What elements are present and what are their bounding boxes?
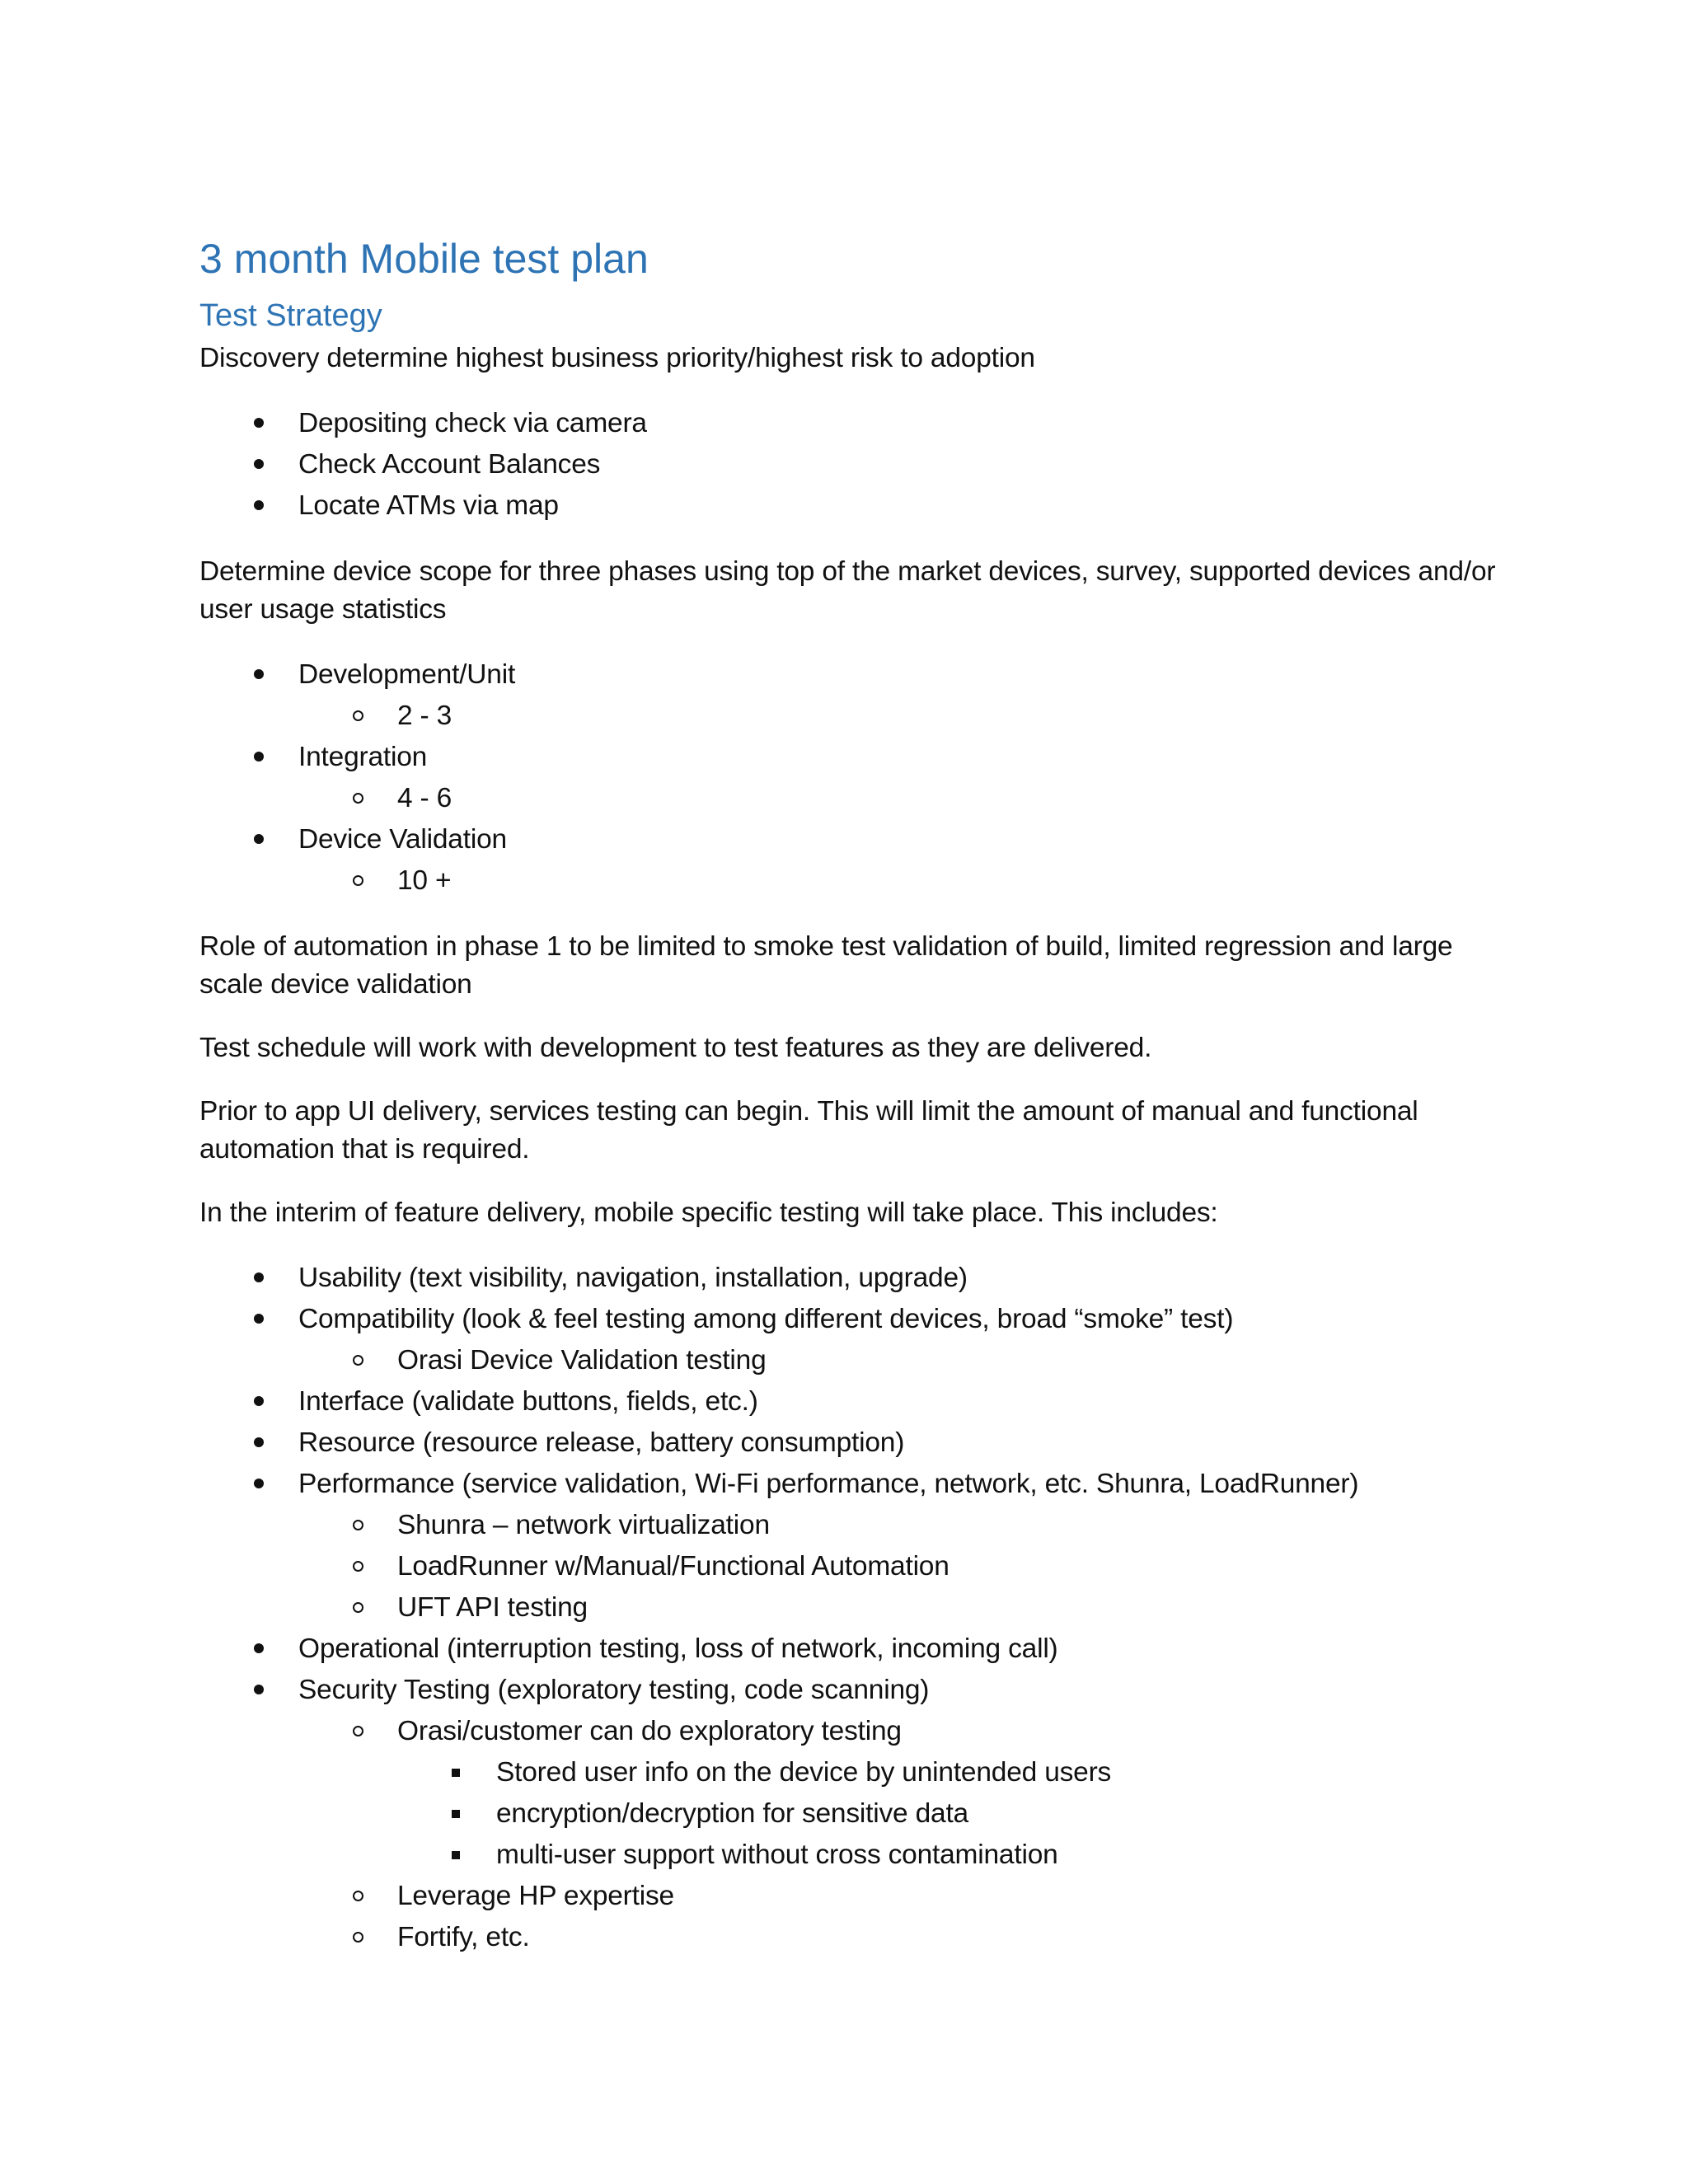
list-item: Stored user info on the device by unintended users <box>199 1752 1507 1793</box>
paragraph-discovery: Discovery determine highest business priority/highest risk to adoption <box>199 343 1035 373</box>
bullet-icon <box>251 485 298 527</box>
bullet-icon <box>251 1258 298 1299</box>
bullet-icon <box>251 444 298 485</box>
paragraph-automation-role: Role of automation in phase 1 to be limited to smoke test validation of build, limited regression and large scale device validation <box>199 931 1453 1000</box>
circle-bullet-icon <box>349 1546 397 1587</box>
circle-bullet-icon <box>349 1340 397 1381</box>
list-item: Check Account Balances <box>199 444 1507 485</box>
phase-list <box>199 654 1507 902</box>
priority-list <box>199 403 1507 527</box>
square-bullet-icon <box>448 1793 496 1835</box>
bullet-icon <box>251 1299 298 1340</box>
list-item: LoadRunner w/Manual/Functional Automation <box>199 1546 1507 1587</box>
list-item: Depositing check via camera <box>199 403 1507 444</box>
list-item: Device Validation <box>199 819 1507 860</box>
list-item: 10 + <box>199 860 1507 902</box>
list-item: Fortify, etc. <box>199 1917 1507 1958</box>
paragraph-interim-testing: In the interim of feature delivery, mobile specific testing will take place. This includes: <box>199 1197 1218 1228</box>
list-item: UFT API testing <box>199 1587 1507 1629</box>
bullet-icon <box>251 1670 298 1711</box>
list-item: Compatibility (look & feel testing among different devices, broad “smoke” test) <box>199 1299 1507 1340</box>
paragraph-services-testing: Prior to app UI delivery, services testing can begin. This will limit the amount of manual and functional automation that is required. <box>199 1096 1418 1165</box>
circle-bullet-icon <box>349 1587 397 1629</box>
bullet-icon <box>251 1422 298 1464</box>
square-bullet-icon <box>448 1752 496 1793</box>
bullet-icon <box>251 654 298 696</box>
list-item: Security Testing (exploratory testing, code scanning) <box>199 1670 1507 1711</box>
list-item: Usability (text visibility, navigation, installation, upgrade) <box>199 1258 1507 1299</box>
list-item: Development/Unit <box>199 654 1507 696</box>
bullet-icon <box>251 1464 298 1505</box>
list-item: 4 - 6 <box>199 778 1507 819</box>
list-item: multi-user support without cross contamination <box>199 1835 1507 1876</box>
bullet-icon <box>251 1629 298 1670</box>
circle-bullet-icon <box>349 778 397 819</box>
list-item: Operational (interruption testing, loss of network, incoming call) <box>199 1629 1507 1670</box>
mobile-testing-list <box>199 1258 1507 1958</box>
section-heading-test-strategy: Test Strategy <box>199 298 382 333</box>
bullet-icon <box>251 819 298 860</box>
list-item: Orasi Device Validation testing <box>199 1340 1507 1381</box>
circle-bullet-icon <box>349 696 397 737</box>
circle-bullet-icon <box>349 1876 397 1917</box>
bullet-icon <box>251 1381 298 1422</box>
circle-bullet-icon <box>349 1505 397 1546</box>
paragraph-test-schedule: Test schedule will work with development to test features as they are delivered. <box>199 1033 1152 1063</box>
circle-bullet-icon <box>349 1711 397 1752</box>
list-item: 2 - 3 <box>199 696 1507 737</box>
circle-bullet-icon <box>349 1917 397 1958</box>
list-item: Orasi/customer can do exploratory testing <box>199 1711 1507 1752</box>
list-item: Shunra – network virtualization <box>199 1505 1507 1546</box>
list-item: Integration <box>199 737 1507 778</box>
list-item: Leverage HP expertise <box>199 1876 1507 1917</box>
list-item: Resource (resource release, battery consumption) <box>199 1422 1507 1464</box>
list-item: encryption/decryption for sensitive data <box>199 1793 1507 1835</box>
bullet-icon <box>251 403 298 444</box>
square-bullet-icon <box>448 1835 496 1876</box>
list-item: Locate ATMs via map <box>199 485 1507 527</box>
circle-bullet-icon <box>349 860 397 902</box>
list-item: Performance (service validation, Wi-Fi performance, network, etc. Shunra, LoadRunner) <box>199 1464 1507 1505</box>
list-item: Interface (validate buttons, fields, etc.) <box>199 1381 1507 1422</box>
bullet-icon <box>251 737 298 778</box>
document-title: 3 month Mobile test plan <box>199 236 649 282</box>
paragraph-device-scope: Determine device scope for three phases using top of the market devices, survey, supported devices and/or user usage statistics <box>199 556 1496 625</box>
